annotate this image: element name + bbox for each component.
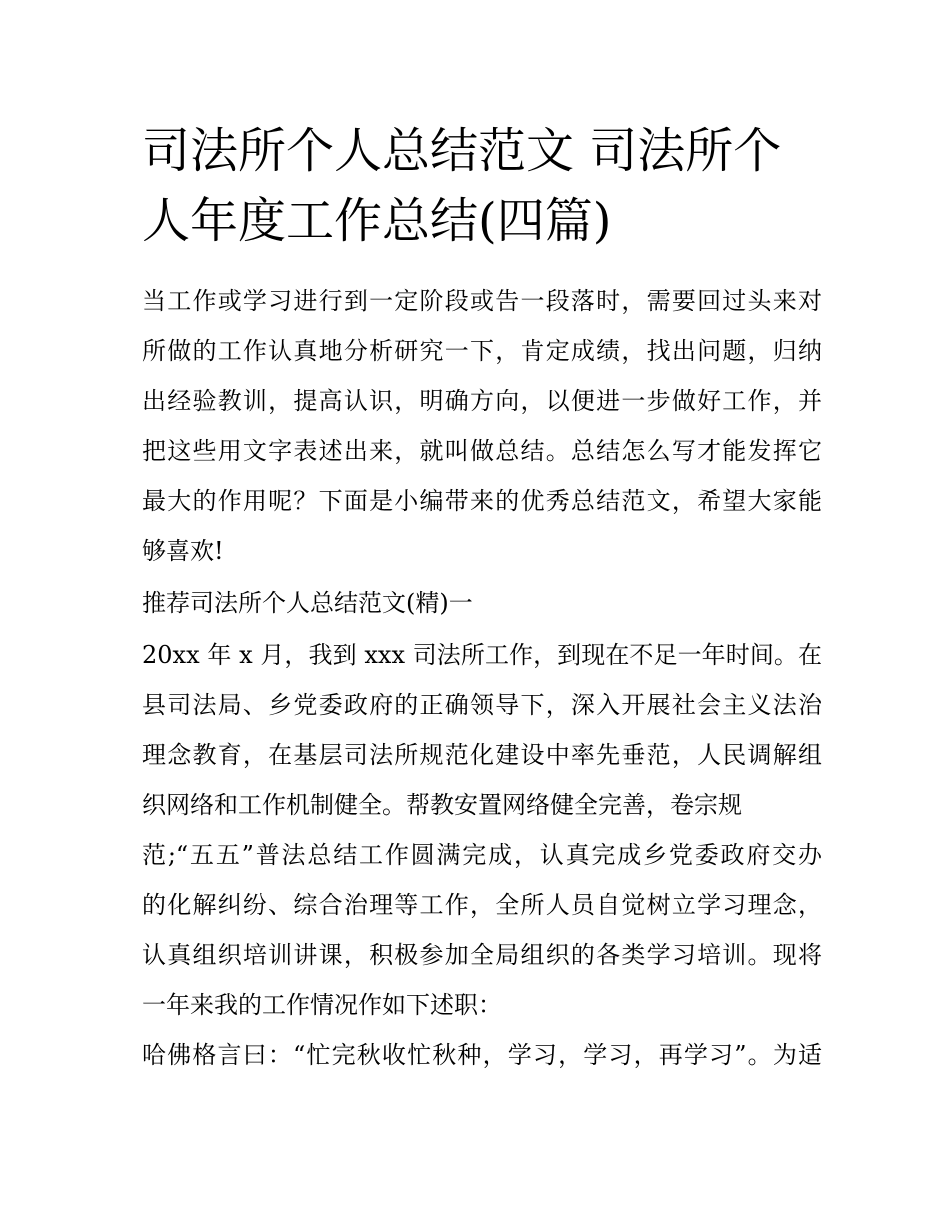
section-heading: 推荐司法所个人总结范文(精)一 [142,589,473,617]
body-line-8: 20xx 年 x 月，我到 xxx 司法所工作，到现在不足一年时间。在 [142,641,822,669]
body-line-16: 哈佛格言曰：“忙完秋收忙秋种，学习，学习，再学习”。为适 [142,1041,822,1069]
body-line-5: 最大的作用呢？下面是小编带来的优秀总结范文，希望大家能 [142,487,822,515]
body-line-15: 一年来我的工作情况作如下述职： [142,991,502,1019]
title-line-2: 人年度工作总结(四篇) [142,193,612,249]
body-line-3: 出经验教训，提高认识，明确方向，以便进一步做好工作，并 [142,387,822,415]
body-line-10: 理念教育，在基层司法所规范化建设中率先垂范，人民调解组 [142,741,822,769]
title-line-1: 司法所个人总结范文 司法所个 [142,123,782,179]
body-line-1: 当工作或学习进行到一定阶段或告一段落时，需要回过头来对 [142,287,822,315]
body-line-6: 够喜欢! [142,537,224,565]
document-title [142,116,822,256]
body-line-11: 织网络和工作机制健全。帮教安置网络健全完善，卷宗规 [142,791,742,819]
body-line-14: 认真组织培训讲课，积极参加全局组织的各类学习培训。现将 [142,941,822,969]
body-line-9: 县司法局、乡党委政府的正确领导下，深入开展社会主义法治 [142,691,822,719]
body-line-4: 把这些用文字表述出来，就叫做总结。总结怎么写才能发挥它 [142,437,822,465]
body-line-2: 所做的工作认真地分析研究一下，肯定成绩，找出问题，归纳 [142,337,822,365]
body-line-13: 的化解纠纷、综合治理等工作，全所人员自觉树立学习理念， [142,891,822,919]
body-line-12: 范;“五五”普法总结工作圆满完成，认真完成乡党委政府交办 [142,841,822,869]
